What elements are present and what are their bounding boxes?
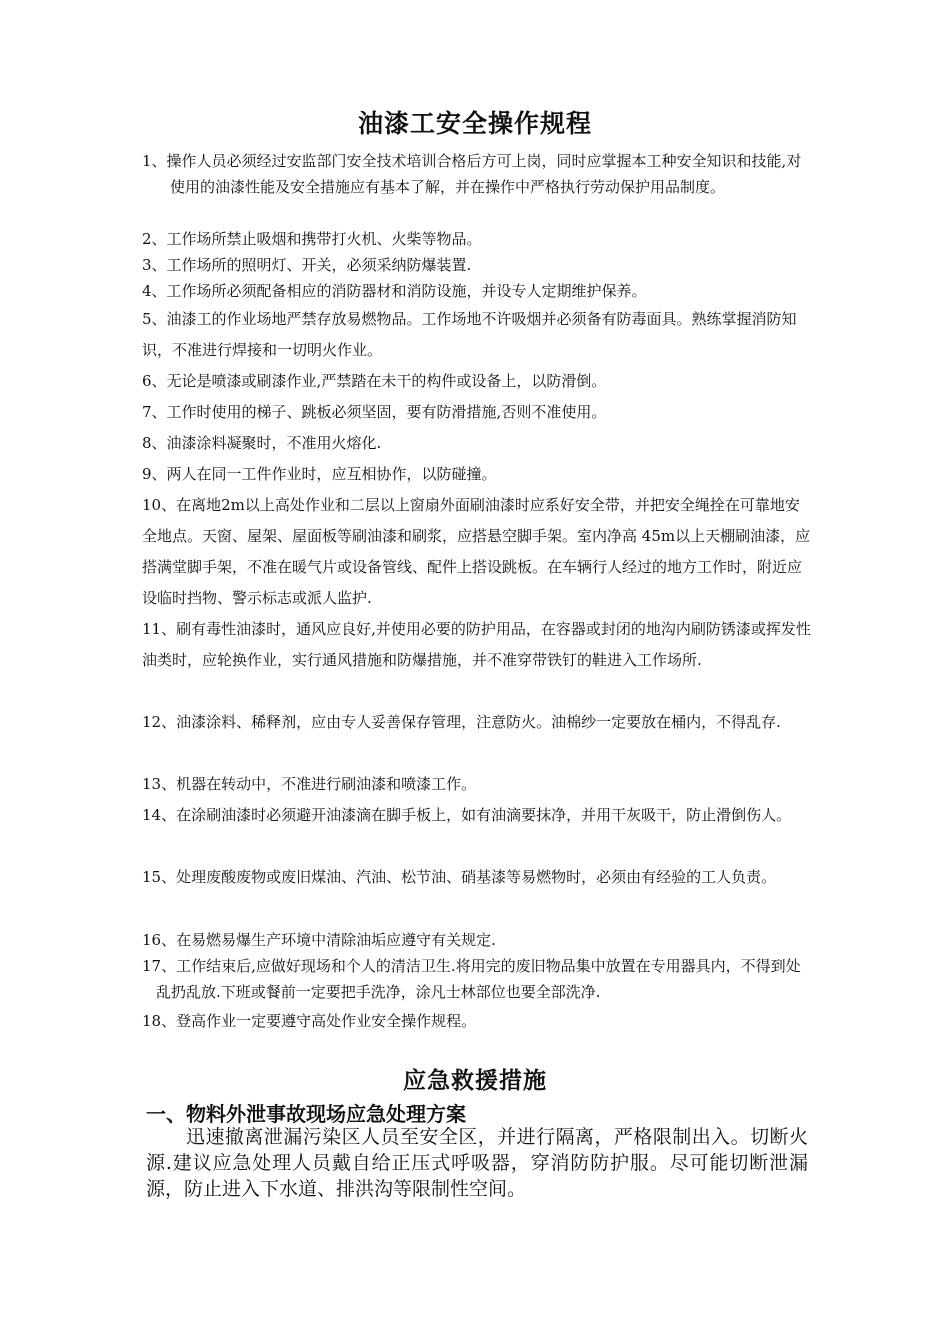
rule-item: 6、无论是喷漆或刷漆作业,严禁踏在未干的构件或设备上，以防滑倒。 — [142, 372, 607, 390]
rule-item: 8、油漆涂料凝聚时，不准用火熔化. — [142, 434, 382, 452]
rule-item: 15、处理废酸废物或废旧煤油、汽油、松节油、硝基漆等易燃物时，必须由有经验的工人负责。 — [142, 868, 777, 886]
rule-item: 14、在涂刷油漆时必须避开油漆滴在脚手板上，如有油滴要抹净，并用干灰吸干，防止滑倒伤人。 — [142, 806, 792, 824]
rule-item: 16、在易燃易爆生产环境中清除油垢应遵守有关规定. — [142, 931, 496, 949]
rule-item: 10、在离地2m以上高处作业和二层以上窗扇外面刷油漆时应系好安全带，并把安全绳拴在可靠地安全地点。天窗、屋架、屋面板等刷油漆和刷浆，应搭悬空脚手架。室内净高 45m以上天棚刷油漆，应搭满堂脚手架，不准在暖气片或设备管线、配件上搭设跳板。在车辆行人经过的地方工作时，附近应设临时挡物、警示标志或派人监护. — [142, 496, 811, 607]
rule-item: 18、登高作业一定要遵守高处作业安全操作规程。 — [142, 1012, 477, 1030]
section-subtitle: 一、物料外泄事故现场应急处理方案 — [146, 1102, 466, 1126]
rule-item: 9、两人在同一工件作业时，应互相协作，以防碰撞。 — [142, 465, 497, 483]
rule-item: 12、油漆涂料、稀释剂，应由专人妥善保存管理，注意防火。油棉纱一定要放在桶内，不得乱存. — [142, 713, 781, 731]
rule-item: 2、工作场所禁止吸烟和携带打火机、火柴等物品。 — [142, 230, 482, 248]
rule-item: 13、机器在转动中，不准进行刷油漆和喷漆工作。 — [142, 775, 477, 793]
section-title: 应急救援措施 — [403, 1067, 547, 1094]
rule-item: 5、油漆工的作业场地严禁存放易燃物品。工作场地不许吸烟并必须备有防毒面具。熟练掌握消防知识，不准进行焊接和一切明火作业。 — [142, 310, 797, 359]
rule-item: 11、刷有毒性油漆时，通风应良好,并使用必要的防护用品，在容器或封闭的地沟内刷防锈漆或挥发性油类时，应轮换作业，实行通风措施和防爆措施，并不准穿带铁钉的鞋进入工作场所. — [142, 620, 811, 669]
rule-item: 4、工作场所必须配备相应的消防器材和消防设施，并设专人定期维护保养。 — [142, 282, 647, 300]
page-title: 油漆工安全操作规程 — [357, 109, 592, 138]
rule-item: 3、工作场所的照明灯、开关，必须采纳防爆装置. — [142, 256, 472, 274]
section-paragraph: 迅速撤离泄漏污染区人员至安全区，并进行隔离，严格限制出入。切断火源.建议应急处理人员戴自给正压式呼吸器，穿消防防护服。尽可能切断泄漏源，防止进入下水道、排洪沟等限制性空间。 — [146, 1126, 808, 1200]
rule-item: 7、工作时使用的梯子、跳板必须坚固，要有防滑措施,否则不准使用。 — [142, 403, 607, 421]
rule-item: 17、工作结束后,应做好现场和个人的清洁卫生.将用完的废旧物品集中放置在专用器具内，不得到处乱扔乱放.下班或餐前一定要把手洗净，涂凡士林部位也要全部洗净. — [142, 957, 801, 1001]
rule-item: 1、操作人员必须经过安监部门安全技术培训合格后方可上岗，同时应掌握本工种安全知识和技能,对使用的油漆性能及安全措施应有基本了解，并在操作中严格执行劳动保护用品制度。 — [142, 152, 802, 196]
